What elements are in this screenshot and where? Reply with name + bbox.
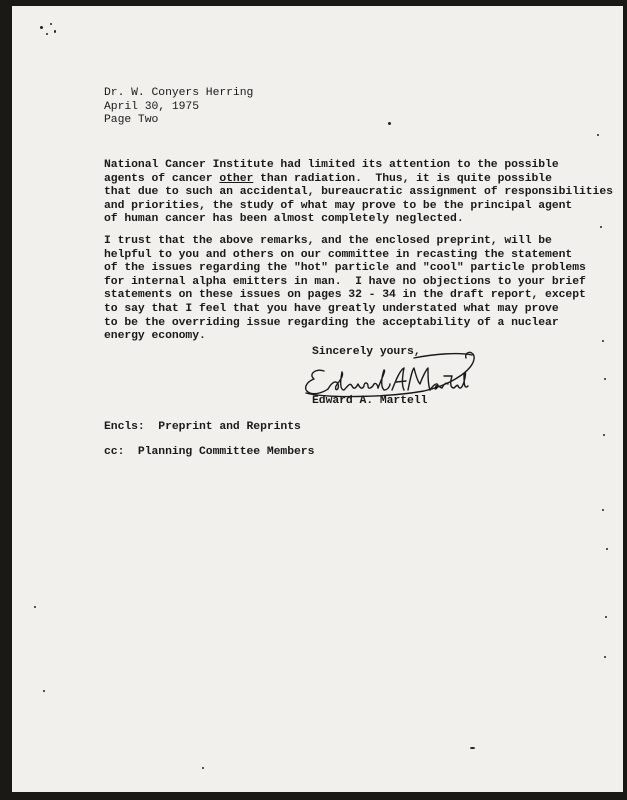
cc-line: cc: Planning Committee Members — [104, 446, 315, 458]
scan-speck — [603, 434, 605, 436]
paragraph-line: of the issues regarding the "hot" particle and "cool" particle problems — [104, 262, 586, 275]
paragraph-2 — [104, 235, 586, 344]
paragraph-line: statements on these issues on pages 32 - 34 in the draft report, except — [104, 289, 586, 302]
recipient-line: Dr. W. Conyers Herring — [104, 87, 254, 99]
scan-speck — [34, 606, 36, 608]
letter-header — [104, 87, 253, 128]
paragraph-line: helpful to you and others on our committee in recasting the statement — [104, 248, 573, 261]
paragraph-line: and priorities, the study of what may prove to be the principal agent — [104, 199, 573, 212]
scan-speck — [470, 747, 475, 749]
page-number-line: Page Two — [104, 114, 159, 127]
scan-speck — [50, 23, 52, 25]
paragraph-line: National Cancer Institute had limited its attention to the possible — [104, 159, 559, 171]
paragraph-line: for internal alpha emitters in man. I have no objections to your brief — [104, 275, 586, 288]
paragraph-line: that due to such an accidental, bureaucratic assignment of responsibilities — [104, 186, 613, 199]
paragraph-line: energy economy. — [104, 330, 206, 343]
scan-speck — [43, 690, 45, 692]
scan-speck — [602, 509, 604, 511]
scan-speck — [202, 767, 204, 769]
scan-speck — [606, 548, 608, 550]
paragraph-line: to say that I feel that you have greatly understated what may prove — [104, 302, 559, 315]
scan-speck — [40, 26, 43, 29]
paragraph-1 — [104, 159, 613, 227]
scan-speck — [46, 33, 48, 35]
paragraph-line: of human cancer has been almost completely neglected. — [104, 213, 464, 226]
signer-name: Edward A. Martell — [312, 395, 428, 407]
enclosures-line: Encls: Preprint and Reprints — [104, 421, 301, 433]
scan-speck — [54, 30, 56, 33]
paragraph-line: I trust that the above remarks, and the enclosed preprint, will be — [104, 235, 552, 247]
scan-speck — [604, 656, 606, 658]
paragraph-line: to be the overriding issue regarding the acceptability of a nuclear — [104, 316, 559, 329]
letter-page — [12, 6, 623, 792]
scan-speck — [602, 340, 604, 342]
date-line: April 30, 1975 — [104, 100, 199, 113]
scan-speck — [388, 122, 391, 125]
paragraph-line-pre: agents of cancer — [104, 172, 220, 185]
underlined-word: other — [219, 172, 254, 185]
scan-speck — [597, 134, 599, 136]
closing-salutation: Sincerely yours, — [312, 346, 421, 358]
paragraph-line-post: than radiation. Thus, it is quite possible — [253, 172, 552, 185]
scan-speck — [604, 378, 606, 380]
scan-speck — [605, 616, 607, 618]
